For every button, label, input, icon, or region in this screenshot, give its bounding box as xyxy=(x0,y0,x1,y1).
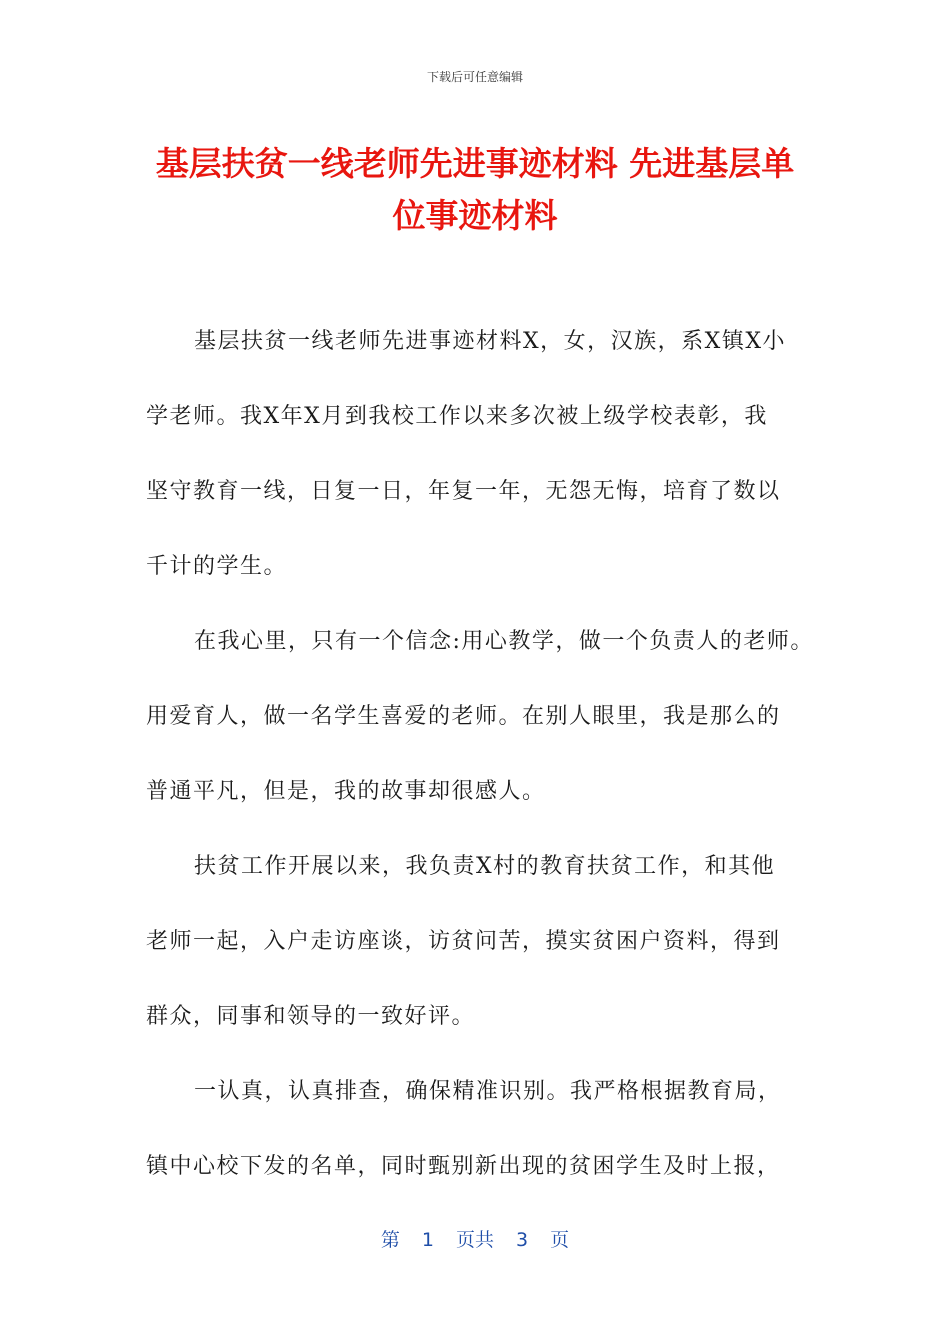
text-line: 坚守教育一线，日复一日，年复一年，无怨无悔，培育了数以 xyxy=(146,479,781,504)
text-line: 在我心里，只有一个信念:用心教学，做一个负责人的老师。 xyxy=(194,629,814,654)
paragraph-4 xyxy=(146,1068,826,1218)
document-body xyxy=(146,318,826,1218)
footer-current-page: 1 xyxy=(421,1229,434,1251)
text-line: 群众，同事和领导的一致好评。 xyxy=(146,1004,476,1029)
footer-total-pages: 3 xyxy=(516,1229,529,1251)
paragraph-3 xyxy=(146,843,826,1068)
page-footer xyxy=(0,1225,950,1252)
text-line: 千计的学生。 xyxy=(146,554,288,579)
text-line: 镇中心校下发的名单，同时甄别新出现的贫困学生及时上报， xyxy=(146,1154,781,1179)
text-line: 基层扶贫一线老师先进事迹材料X，女，汉族，系X镇X小 xyxy=(194,329,786,354)
paragraph-1 xyxy=(146,318,826,618)
paragraph-2 xyxy=(146,618,826,843)
footer-middle: 页共 xyxy=(455,1229,494,1251)
text-line: 扶贫工作开展以来，我负责X村的教育扶贫工作，和其他 xyxy=(194,854,776,879)
document-title-line-1: 基层扶贫一线老师先进事迹材料 先进基层单 xyxy=(155,144,795,183)
text-line: 普通平凡，但是，我的故事却很感人。 xyxy=(146,779,546,804)
text-line: 学老师。我X年X月到我校工作以来多次被上级学校表彰，我 xyxy=(146,404,768,429)
header-note: 下载后可任意编辑 xyxy=(426,70,523,84)
text-line: 一认真，认真排查，确保精准识别。我严格根据教育局， xyxy=(194,1079,782,1104)
document-title xyxy=(100,138,850,242)
footer-suffix: 页 xyxy=(550,1229,570,1251)
document-title-line-2: 位事迹材料 xyxy=(392,196,558,235)
text-line: 用爱育人，做一名学生喜爱的老师。在别人眼里，我是那么的 xyxy=(146,704,781,729)
text-line: 老师一起，入户走访座谈，访贫问苦，摸实贫困户资料，得到 xyxy=(146,929,781,954)
footer-prefix: 第 xyxy=(380,1229,400,1251)
